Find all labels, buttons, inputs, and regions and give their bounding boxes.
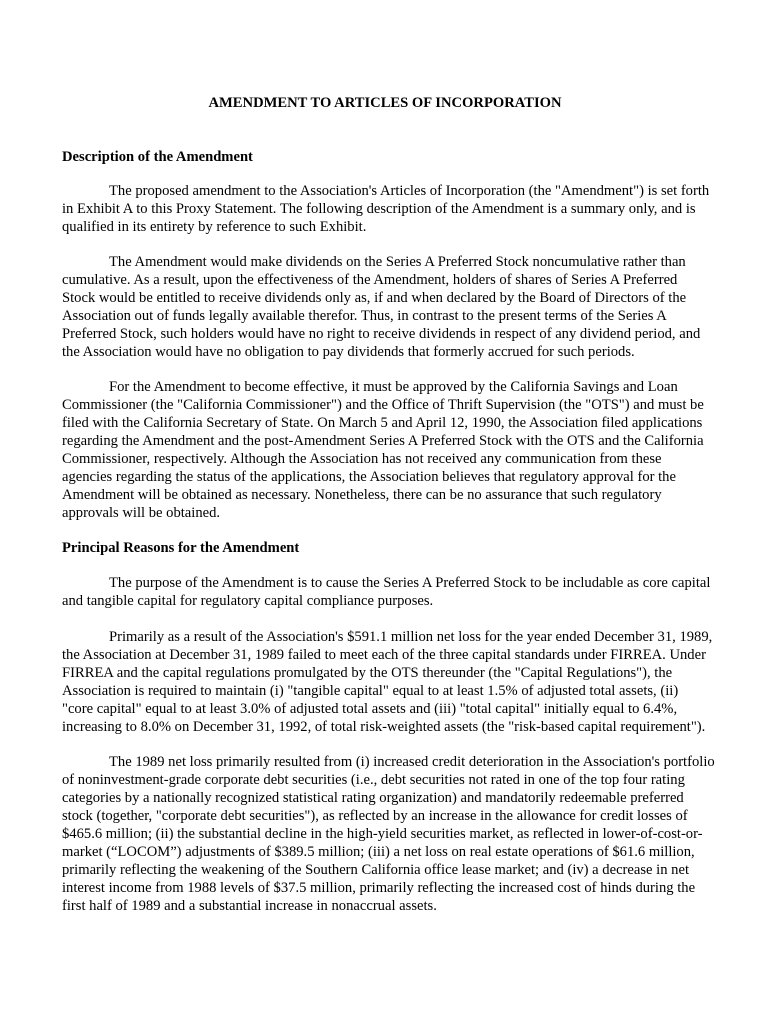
text-line: increasing to 8.0% on December 31, 1992, of total risk-weighted assets (the "risk-based capital requirement"). <box>62 719 706 735</box>
text-line: The purpose of the Amendment is to cause the Series A Preferred Stock to be includable as core capital <box>109 575 711 591</box>
text-line: The 1989 net loss primarily resulted from (i) increased credit deterioration in the Association's portfolio <box>109 754 715 770</box>
paragraph <box>62 378 752 522</box>
text-line: in Exhibit A to this Proxy Statement. The following description of the Amendment is a summary only, and is <box>62 201 696 217</box>
text-line: market (“LOCOM”) adjustments of $389.5 million; (iii) a net loss on real estate operations of $61.6 million, <box>62 844 695 860</box>
text-line: primarily reflecting the weakening of the Southern California office lease market; and (iv) a decrease in net <box>62 862 690 878</box>
paragraph <box>62 753 752 915</box>
text-line: Primarily as a result of the Association's $591.1 million net loss for the year ended December 31, 1989, <box>109 629 713 645</box>
text-line: the Association at December 31, 1989 failed to meet each of the three capital standards under FIRREA. Under <box>62 647 706 663</box>
text-line: FIRREA and the capital regulations promulgated by the OTS thereunder (the "Capital Regulations"), the <box>62 665 673 681</box>
text-line: agencies regarding the status of the applications, the Association believes that regulatory approval for the <box>62 469 676 485</box>
text-line: of noninvestment-grade corporate debt securities (i.e., debt securities not rated in one of the top four rating <box>62 772 685 788</box>
text-line: Commissioner (the "California Commissioner") and the Office of Thrift Supervision (the "OTS") and must be <box>62 397 704 413</box>
document-title: AMENDMENT TO ARTICLES OF INCORPORATION <box>208 95 562 111</box>
text-line: qualified in its entirety by reference to such Exhibit. <box>62 219 367 235</box>
text-line: filed with the California Secretary of State. On March 5 and April 12, 1990, the Association filed applications <box>62 415 703 431</box>
text-line: cumulative. As a result, upon the effectiveness of the Amendment, holders of shares of Series A Preferred <box>62 272 678 288</box>
text-line: Association is required to maintain (i) "tangible capital" equal to at least 1.5% of adjusted total assets, (ii) <box>62 683 679 699</box>
text-line: For the Amendment to become effective, it must be approved by the California Savings and Loan <box>109 379 678 395</box>
text-line: and tangible capital for regulatory capital compliance purposes. <box>62 593 434 609</box>
text-line: first half of 1989 and a substantial increase in nonaccrual assets. <box>62 898 437 914</box>
text-line: categories by a nationally recognized statistical rating organization) and mandatorily redeemable preferred <box>62 790 684 806</box>
paragraph <box>62 574 752 610</box>
text-line: interest income from 1988 levels of $37.5 million, primarily reflecting the increased cost of hinds during the <box>62 880 696 896</box>
paragraph <box>62 182 752 236</box>
text-line: "core capital" equal to at least 3.0% of adjusted total assets and (iii) "total capital" initially equal to 6.4%, <box>62 701 678 717</box>
text-line: regarding the Amendment and the post-Amendment Series A Preferred Stock with the OTS and the California <box>62 433 704 449</box>
text-line: The Amendment would make dividends on the Series A Preferred Stock noncumulative rather than <box>109 254 686 270</box>
section-heading-reasons: Principal Reasons for the Amendment <box>62 540 300 556</box>
paragraph <box>62 628 752 736</box>
text-line: stock (together, "corporate debt securities"), as reflected by an increase in the allowance for credit losses of <box>62 808 688 824</box>
text-line: the Association would have no obligation to pay dividends that formerly accrued for such periods. <box>62 344 635 360</box>
text-line: Preferred Stock, such holders would have no right to receive dividends in respect of any dividend period, and <box>62 326 701 342</box>
text-line: $465.6 million; (ii) the substantial decline in the high-yield securities market, as reflected in lower-of-cost-or- <box>62 826 703 842</box>
paragraph <box>62 253 752 361</box>
text-line: Amendment will be obtained as necessary. Nonetheless, there can be no assurance that such regulatory <box>62 487 662 503</box>
text-line: Association out of funds legally available therefor. Thus, in contrast to the present terms of the Series A <box>62 308 667 324</box>
text-line: The proposed amendment to the Association's Articles of Incorporation (the "Amendment") is set forth <box>109 183 710 199</box>
text-line: Commissioner, respectively. Although the Association has not received any communication from these <box>62 451 662 467</box>
section-heading-description: Description of the Amendment <box>62 149 253 165</box>
text-line: approvals will be obtained. <box>62 505 221 521</box>
text-line: Stock would be entitled to receive dividends only as, if and when declared by the Board of Directors of the <box>62 290 687 306</box>
